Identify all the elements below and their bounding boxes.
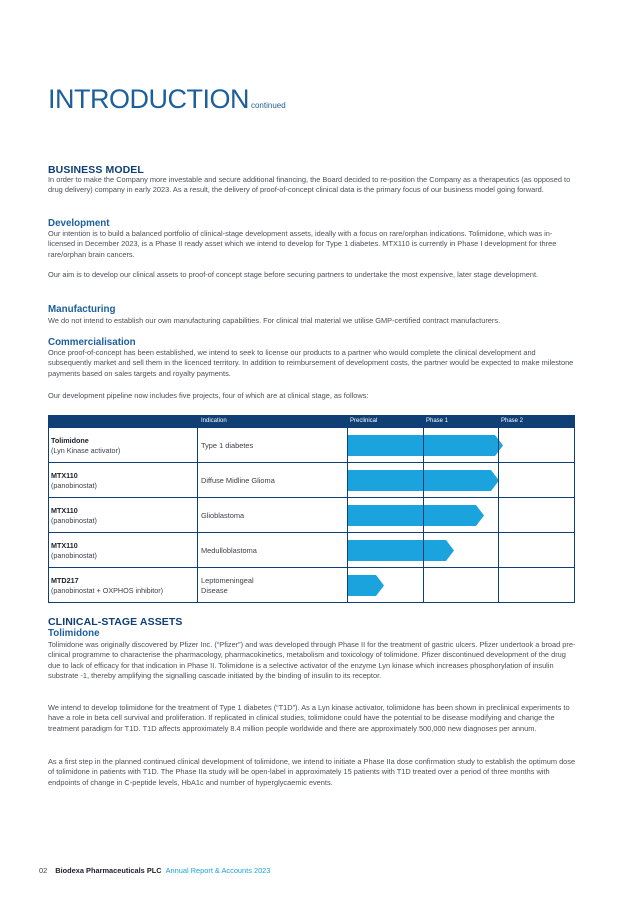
tolimidone-text-3: As a first step in the planned continued clinical development of tolimidone, we intend to initiate a Phase IIa dose confirmation study to establish the optimum dose of tolimidone in patients with T1D. The Phase IIa study will be open-label in approximately 15 patients with T1D treated over a period of three months with endpoints of change in C-peptide levels, HbA1c and number of hyperglycaemic events. (48, 757, 576, 787)
table-divider (347, 428, 348, 603)
drug-name: MTX110 (51, 541, 78, 550)
pipeline-drug (51, 576, 163, 595)
drug-name: MTX110 (51, 506, 78, 515)
tolimidone-text-1: Tolimidone was originally discovered by Pfizer Inc. (“Pfizer”) and was developed through Phase II for the treatment of gastric ulcers. Pfizer undertook a broad pre-clinical programme to characterise the pharmacology, pharmacokinetics, metabolism and toxicology of tolimidone. Pfizer discontinued development of the drug due to lack of efficacy for that indication in Phase II. Tolimidone is a selective activator of the enzyme Lyn kinase which increases phosphorylation of insulin substrate -1, thereby amplifying the signalling cascade initiated by the binding of insulin to its receptor. (48, 640, 576, 680)
manufacturing-heading: Manufacturing (48, 304, 116, 315)
commercialisation-text-2: Our development pipeline now includes five projects, four of which are at clinical stage, as follows: (48, 391, 369, 400)
drug-detail: (panobinostat) (51, 480, 97, 490)
page-footer (39, 866, 270, 876)
table-divider (197, 428, 198, 603)
page-title-continued: continued (250, 101, 286, 110)
page-number: 02 (39, 866, 48, 875)
progress-bar (348, 435, 503, 456)
pipeline-indication: Medulloblastoma (201, 546, 257, 555)
tolimidone-heading: Tolimidone (48, 628, 100, 639)
drug-name: MTD217 (51, 576, 79, 585)
pipeline-indication: Glioblastoma (201, 511, 245, 520)
pipeline-row (48, 428, 575, 463)
pipeline-drug (51, 471, 97, 490)
development-text-2: Our aim is to develop our clinical assets to proof-of concept stage before securing partners to undertake the most expensive, later stage development. (48, 270, 539, 279)
table-divider (574, 428, 575, 603)
pipeline-col-preclinical: Preclinical (350, 418, 378, 424)
pipeline-row (48, 463, 575, 498)
footer-report-title: Annual Report & Accounts 2023 (165, 866, 271, 875)
pipeline-drug (51, 506, 97, 525)
progress-bar (348, 505, 484, 526)
pipeline-row (48, 498, 575, 533)
footer-company: Biodexa Pharmaceuticals PLC (55, 866, 162, 875)
table-divider (48, 428, 49, 603)
pipeline-col-indication: Indication (201, 418, 227, 424)
drug-detail: (panobinostat + OXPHOS inhibitor) (51, 585, 164, 595)
pipeline-indication: Diffuse Midline Glioma (201, 476, 275, 485)
development-heading: Development (48, 218, 110, 229)
manufacturing-text: We do not intend to establish our own manufacturing capabilities. For clinical trial material we utilise GMP-certified contract manufacturers. (48, 316, 501, 325)
drug-name: MTX110 (51, 471, 78, 480)
business-model-text: In order to make the Company more investable and secure additional financing, the Board decided to re-position the Company as a therapeutics (as opposed to drug delivery) company in early 2023. As a result, the delivery of proof-of-concept clinical data is the primary focus of our business model going forward. (48, 175, 571, 195)
pipeline-drug (51, 436, 120, 455)
clinical-stage-heading: CLINICAL-STAGE ASSETS (48, 616, 183, 628)
page-title: INTRODUCTION continued (48, 84, 286, 114)
commercialisation-text-1: Once proof-of-concept has been established, we intend to seek to license our products to a partner who would complete the clinical development and subsequently market and sell them in the licenced territory. In addition to reimbursement of development costs, the partner would be expected to make milestone payments based on sales targets and royalty payments. (48, 348, 574, 378)
pipeline-col-phase1: Phase 1 (426, 418, 449, 424)
table-divider (498, 428, 499, 603)
pipeline-drug (51, 541, 97, 560)
pipeline-row (48, 568, 575, 603)
development-text-1: Our intention is to build a balanced portfolio of clinical-stage development assets, ideally with a focus on rare/orphan indications. Tolimidone, which was in-licensed in December 2023, is a Phase II ready asset which we intend to develop for Type 1 diabetes. MTX110 is currently in Phase I development for three rare/orphan brain cancers. (48, 229, 557, 259)
drug-detail: (panobinostat) (51, 550, 97, 560)
drug-detail: (Lyn Kinase activator) (51, 445, 121, 455)
pipeline-header (48, 415, 575, 428)
pipeline-row (48, 533, 575, 568)
tolimidone-text-2: We intend to develop tolimidone for the treatment of Type 1 diabetes (“T1D”). As a Lyn kinase activator, tolimidone has been shown in preclinical experiments to have a role in beta cell survival and proliferation. If replicated in clinical studies, tolimidone could have the potential to be disease modifying and change the treatment paradigm for T1D. T1D affects approximately 8.4 million people worldwide and there are approximately 500,000 new diagnoses per annum. (48, 703, 570, 733)
business-model-heading: BUSINESS MODEL (48, 164, 144, 176)
pipeline-table (48, 415, 575, 604)
progress-bar (348, 575, 384, 596)
pipeline-col-phase2: Phase 2 (501, 418, 524, 424)
drug-name: Tolimidone (51, 436, 89, 445)
progress-bar (348, 540, 454, 561)
commercialisation-heading: Commercialisation (48, 337, 136, 348)
table-divider (423, 428, 424, 603)
pipeline-indication: Type 1 diabetes (201, 441, 254, 450)
pipeline-indication: Leptomeningeal Disease (201, 576, 254, 595)
drug-detail: (panobinostat) (51, 515, 97, 525)
